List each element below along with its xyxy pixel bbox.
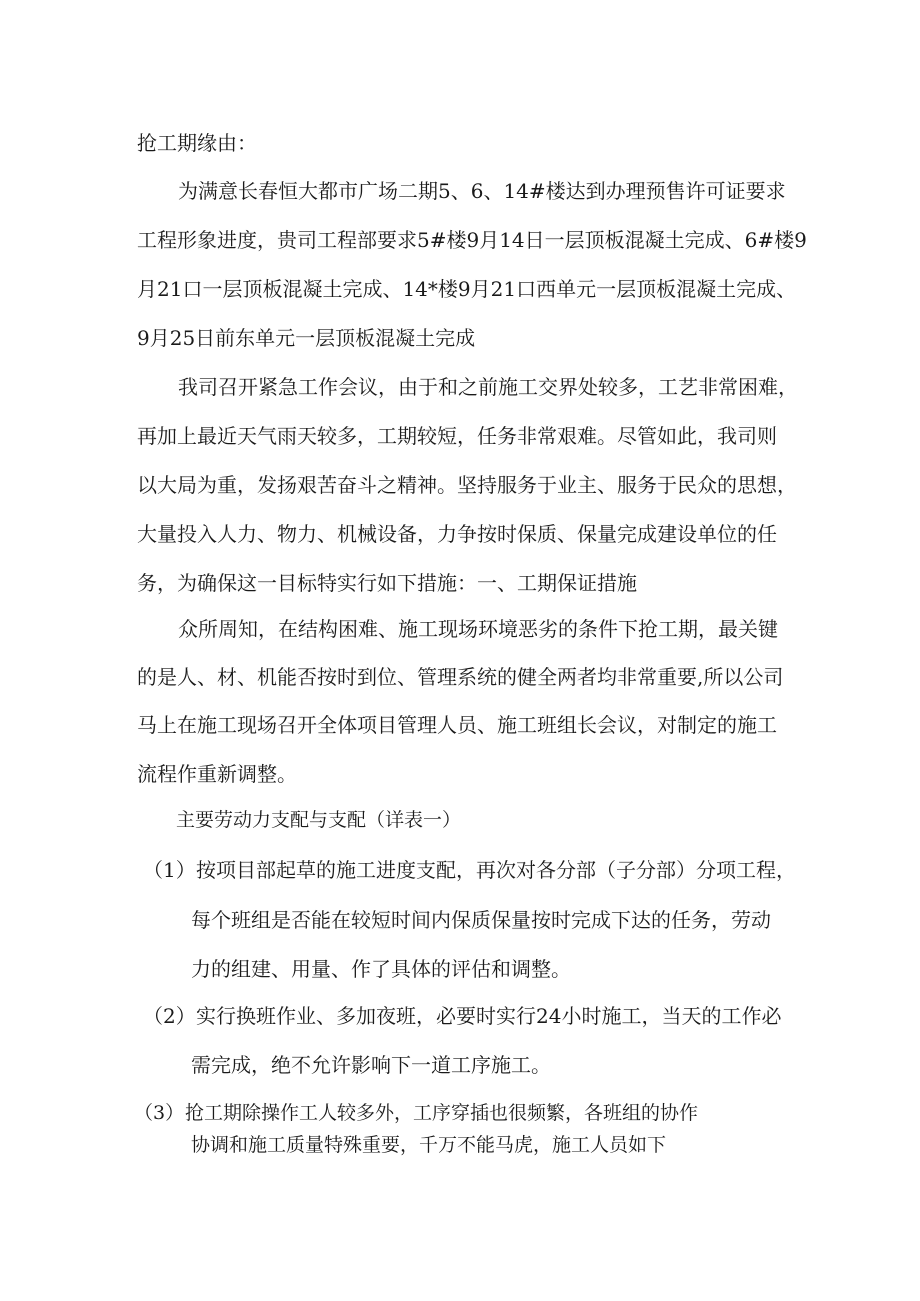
- paragraph-line: 9月25日前东单元一层顶板混凝土完成: [137, 326, 476, 350]
- paragraph-line: 月21口一层顶板混凝土完成、14*楼9月21口西单元一层顶板混凝土完成、: [137, 277, 797, 301]
- paragraph-line: 大量投入人力、物力、机械设备，力争按时保质、保量完成建设单位的任: [137, 522, 777, 546]
- section-heading: 抢工期缘由：: [137, 131, 257, 155]
- paragraph-line: 众所周知，在结构困难、施工现场环境恶劣的条件下抢工期，最关键: [178, 617, 778, 641]
- list-item-marker: （1）: [143, 858, 196, 882]
- list-item-line: 实行换班作业、多加夜班，必要时实行24小时施工，当天的工作必: [196, 1004, 782, 1028]
- list-item-line: 协调和施工质量特殊重要，千万不能马虎，施工人员如下: [191, 1134, 667, 1156]
- paragraph-line: 务，为确保这一目标特实行如下措施：一、工期保证措施: [137, 571, 637, 595]
- paragraph-line: 流程作重新调整。: [137, 762, 297, 786]
- paragraph-line: 以大局为重，发扬艰苦奋斗之精神。坚持服务于业主、服务于民众的思想，: [137, 473, 797, 497]
- list-item-marker: （2）: [143, 1004, 196, 1028]
- paragraph-line: 我司召开紧急工作会议，由于和之前施工交界处较多，工艺非常困难，: [178, 375, 798, 399]
- list-item-line: 需完成，绝不允许影响下一道工序施工。: [191, 1053, 551, 1077]
- list-item-line: 力的组建、用量、作了具体的评估和调整。: [191, 957, 571, 981]
- paragraph-line: 工程形象进度，贵司工程部要求5#楼9月14日一层顶板混凝土完成、6#楼9: [137, 228, 807, 252]
- list-item-line: 按项目部起草的施工进度支配，再次对各分部（子分部）分项工程，: [196, 858, 796, 882]
- paragraph-line: 再加上最近天气雨天较多，工期较短，任务非常艰难。尽管如此，我司则: [137, 424, 777, 448]
- section-subheading: 主要劳动力支配与支配（详表一）: [176, 809, 462, 831]
- list-item-marker: （3）: [134, 1102, 185, 1124]
- list-item-line: 抢工期除操作工人较多外，工序穿插也很频繁，各班组的协作: [185, 1102, 699, 1124]
- list-item-line: 每个班组是否能在较短时间内保质保量按时完成下达的任务，劳动: [191, 908, 771, 932]
- paragraph-line: 为满意长春恒大都市广场二期5、6、14#楼达到办理预售许可证要求: [178, 179, 786, 203]
- paragraph-line: 马上在施工现场召开全体项目管理人员、施工班组长会议，对制定的施工: [137, 713, 777, 737]
- paragraph-line: 的是人、材、机能否按时到位、管理系统的健全两者均非常重要,所以公司: [137, 665, 784, 689]
